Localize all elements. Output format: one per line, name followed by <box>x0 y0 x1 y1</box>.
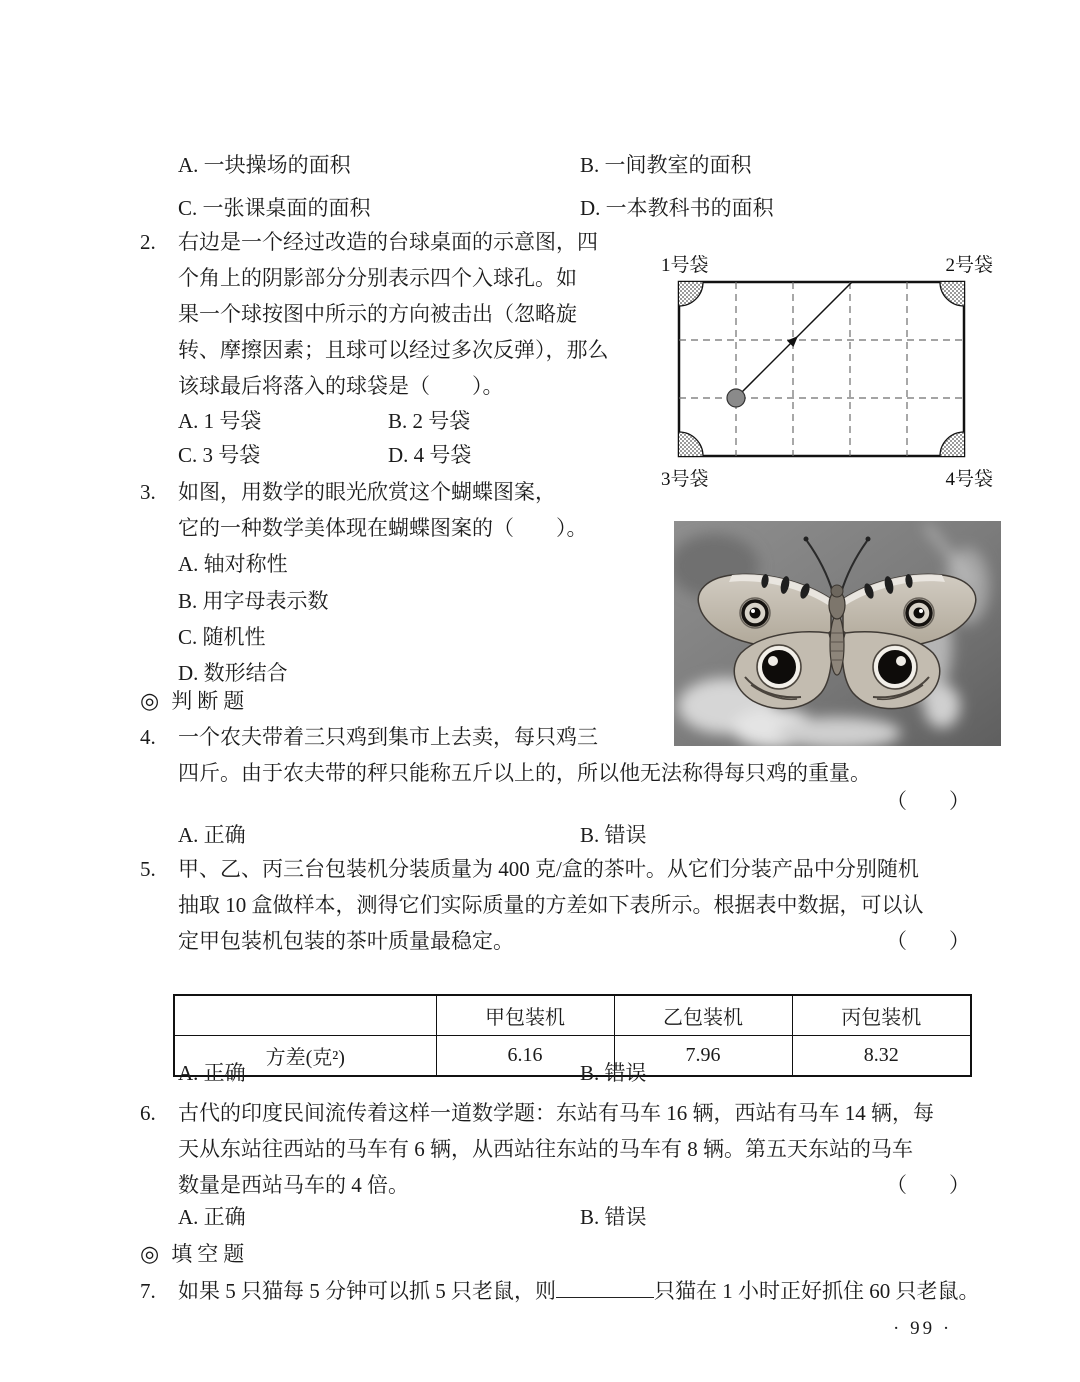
billiard-table-diagram <box>630 226 1002 490</box>
q2-line-4: 转、摩擦因素；且球可以经过多次反弹），那么 <box>178 338 609 362</box>
table-header-machine-a: 甲包装机 <box>436 995 614 1036</box>
table-header-empty <box>174 995 436 1036</box>
q3-number: 3. <box>140 480 156 504</box>
q7-text-before: 如果 5 只猫每 5 分钟可以抓 5 只老鼠，则 <box>178 1279 556 1303</box>
q2-option-c: C. 3 号袋 <box>178 443 261 467</box>
pocket-label-1: 1号袋 <box>661 255 709 276</box>
q6-text: 古代的印度民间流传着这样一道数学题：东站有马车 16 辆，西站有马车 14 辆，每 <box>178 1101 934 1125</box>
q3-line-1 <box>140 477 556 507</box>
variance-value-b: 7.96 <box>614 1036 792 1077</box>
q3-line-2: 它的一种数学美体现在蝴蝶图案的（ ）。 <box>178 516 588 540</box>
q5-line-2: 抽取 10 盒做样本，测得它们实际质量的方差如下表所示。根据表中数据，可以认 <box>178 893 924 917</box>
q6-line-1 <box>140 1098 934 1128</box>
q3-option-c: C. 随机性 <box>178 625 266 649</box>
q6-option-a: A. 正确 <box>178 1205 246 1229</box>
q1-option-d: D. 一本教科书的面积 <box>580 196 774 220</box>
pocket-label-3: 3号袋 <box>661 469 709 490</box>
q2-line-1 <box>140 227 598 257</box>
page-number: · 99 · <box>893 1318 953 1339</box>
section-judge <box>140 686 249 716</box>
q2-option-d: D. 4 号袋 <box>388 443 472 467</box>
section-judge-label: 判断题 <box>171 689 250 713</box>
q5-line-3: 定甲包装机包装的茶叶质量最稳定。 <box>178 929 514 953</box>
q2-line-5: 该球最后将落入的球袋是（ ）。 <box>178 374 504 398</box>
variance-row-label: 方差(克²) <box>174 1036 436 1077</box>
q5-text: 甲、乙、丙三台包装机分装质量为 400 克/盒的茶叶。从它们分装产品中分别随机 <box>178 857 919 881</box>
section-marker-icon: ◎ <box>140 688 160 713</box>
q3-option-a: A. 轴对称性 <box>178 552 288 576</box>
cue-ball <box>727 389 745 407</box>
variance-value-c: 8.32 <box>792 1036 971 1077</box>
q7-line <box>140 1276 980 1306</box>
variance-value-a: 6.16 <box>436 1036 614 1077</box>
table-header-machine-b: 乙包装机 <box>614 995 792 1036</box>
section-fill <box>140 1239 249 1269</box>
q4-option-a: A. 正确 <box>178 823 246 847</box>
q2-line-2: 个角上的阴影部分分别表示四个入球孔。如 <box>178 266 577 290</box>
butterfly-photo <box>658 503 985 728</box>
q4-option-b: B. 错误 <box>580 823 647 847</box>
q1-option-a: A. 一块操场的面积 <box>178 153 351 177</box>
variance-table <box>173 958 972 1113</box>
q5-answer-paren: （ ） <box>886 929 970 953</box>
q2-text: 右边是一个经过改造的台球桌面的示意图，四 <box>178 230 598 254</box>
q6-answer-paren: （ ） <box>886 1173 970 1197</box>
table-header-machine-c: 丙包装机 <box>792 995 971 1036</box>
q4-number: 4. <box>140 725 156 749</box>
q6-line-3: 数量是西站马车的 4 倍。 <box>178 1173 409 1197</box>
table-border <box>679 282 964 456</box>
q2-line-3: 果一个球按图中所示的方向被击出（忽略旋 <box>178 302 577 326</box>
q5-option-a: A. 正确 <box>178 1061 246 1085</box>
table-data-row <box>174 1036 971 1077</box>
section-fill-label: 填空题 <box>171 1242 250 1266</box>
q2-option-a: A. 1 号袋 <box>178 409 262 433</box>
pocket-label-2: 2号袋 <box>945 255 993 276</box>
q4-line-1 <box>140 722 598 752</box>
q6-line-2: 天从东站往西站的马车有 6 辆，从西站往东站的马车有 8 辆。第五天东站的马车 <box>178 1137 913 1161</box>
q2-number: 2. <box>140 230 156 254</box>
q7-blank-underline <box>556 1277 654 1298</box>
q3-option-b: B. 用字母表示数 <box>178 589 329 613</box>
q5-option-b: B. 错误 <box>580 1061 647 1085</box>
q4-text: 一个农夫带着三只鸡到集市上去卖，每只鸡三 <box>178 725 598 749</box>
q4-line-2: 四斤。由于农夫带的秤只能称五斤以上的，所以他无法称得每只鸡的重量。 <box>178 761 871 785</box>
pocket-label-4: 4号袋 <box>945 469 993 490</box>
q1-option-b: B. 一间教室的面积 <box>580 153 752 177</box>
section-marker-icon: ◎ <box>140 1241 160 1266</box>
q3-option-d: D. 数形结合 <box>178 661 288 685</box>
q2-option-b: B. 2 号袋 <box>388 409 471 433</box>
q5-line-1 <box>140 854 919 884</box>
table-header-row <box>174 995 971 1036</box>
q1-option-c: C. 一张课桌面的面积 <box>178 196 371 220</box>
q5-number: 5. <box>140 857 156 881</box>
q6-option-b: B. 错误 <box>580 1205 647 1229</box>
q6-number: 6. <box>140 1101 156 1125</box>
q3-text: 如图，用数学的眼光欣赏这个蝴蝶图案， <box>178 480 556 504</box>
q7-text-after: 只猫在 1 小时正好抓住 60 只老鼠。 <box>654 1279 980 1303</box>
q4-answer-paren: （ ） <box>886 789 970 813</box>
q7-number: 7. <box>140 1279 156 1303</box>
